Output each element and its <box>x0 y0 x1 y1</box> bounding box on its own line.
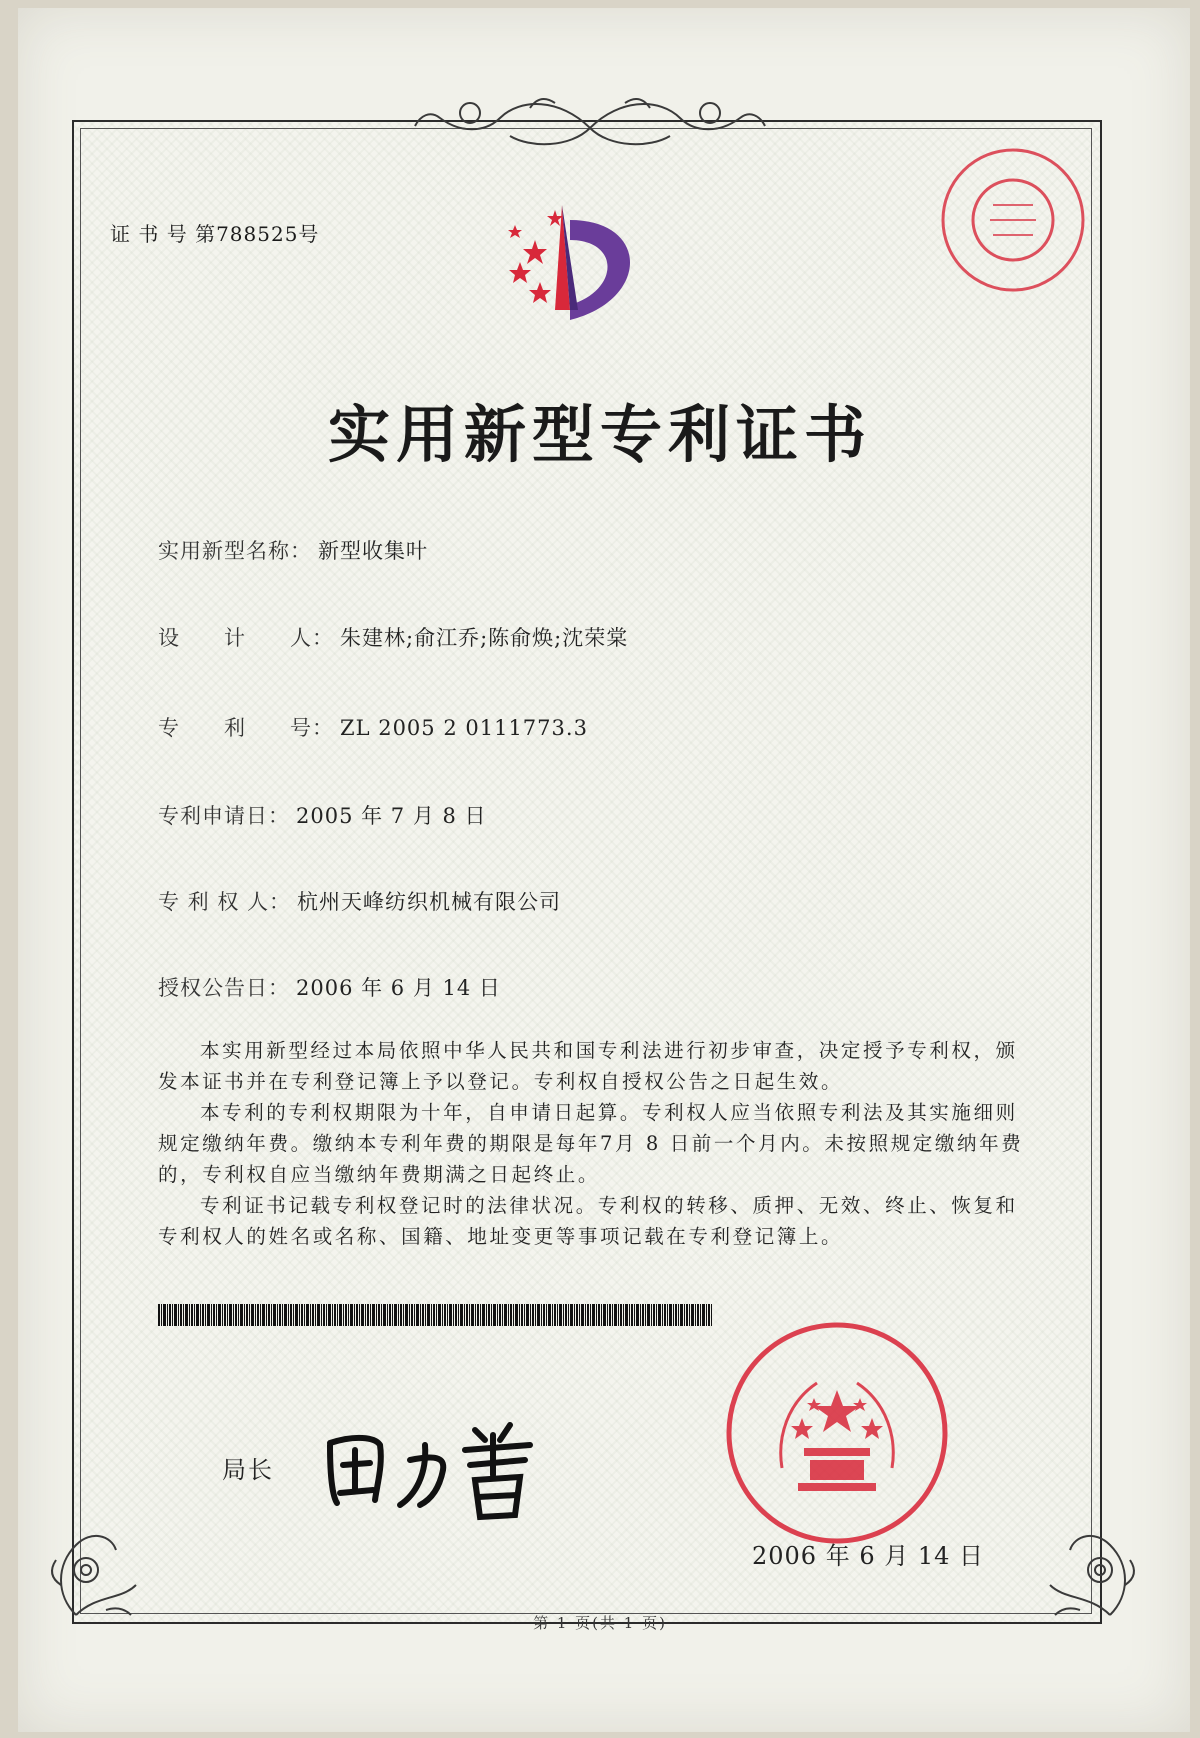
field-application-date <box>158 800 487 830</box>
director-label: 局长 <box>222 1456 274 1484</box>
director-signature <box>315 1405 555 1525</box>
corner-ornament-left <box>36 1515 146 1625</box>
corner-ornament-right <box>1040 1515 1150 1625</box>
field-label: 实用新型名称： <box>158 539 312 563</box>
sipo-official-seal <box>722 1318 952 1548</box>
field-utility-model-name <box>158 535 428 565</box>
sipo-logo-icon <box>500 200 710 350</box>
issue-date: 2006 年 6 月 14 日 <box>752 1542 985 1570</box>
certificate-number: 证 书 号 第788525号 <box>110 222 320 246</box>
barcode <box>158 1304 713 1326</box>
page-title: 实用新型专利证书 <box>327 398 872 471</box>
body-paragraph: 专利证书记载专利权登记时的法律状况。专利权的转移、质押、无效、终止、恢复和专利权人的姓名或名称、国籍、地址变更等事项记载在专利登记簿上。 <box>158 1194 1018 1248</box>
field-grant-date <box>158 972 501 1002</box>
top-ornament <box>410 88 770 158</box>
field-value: 2006 年 6 月 14 日 <box>296 976 501 1000</box>
body-paragraph: 本专利的专利权期限为十年，自申请日起算。专利权人应当依照专利法及其实施细则规定缴纳年费。缴纳本专利年费的期限是每年7月 8 日前一个月内。未按照规定缴纳年费的，专利权自应当缴纳年费期满之日起终止。 <box>158 1101 1024 1186</box>
field-label: 专 利 权 人： <box>158 890 292 914</box>
field-value: 朱建林;俞江乔;陈俞焕;沈荣棠 <box>340 626 629 650</box>
page-number: 第 1 页(共 1 页) <box>533 1614 667 1632</box>
field-value: 新型收集叶 <box>318 539 428 563</box>
body-paragraph: 本实用新型经过本局依照中华人民共和国专利法进行初步审查，决定授予专利权，颁发本证书并在专利登记簿上予以登记。专利权自授权公告之日起生效。 <box>158 1039 1018 1093</box>
tax-stamp-seal <box>938 145 1088 295</box>
field-value: ZL 2005 2 0111773.3 <box>340 716 588 740</box>
certificate-body <box>158 1035 1038 1252</box>
field-label: 专 利 号： <box>158 716 334 740</box>
field-patent-number <box>158 712 588 742</box>
field-label: 授权公告日： <box>158 976 290 1000</box>
field-designers <box>158 622 628 652</box>
field-label: 设 计 人： <box>158 626 334 650</box>
field-value: 杭州天峰纺织机械有限公司 <box>297 890 562 914</box>
field-label: 专利申请日： <box>158 804 290 828</box>
field-value: 2005 年 7 月 8 日 <box>296 804 487 828</box>
field-patentee <box>158 886 561 916</box>
